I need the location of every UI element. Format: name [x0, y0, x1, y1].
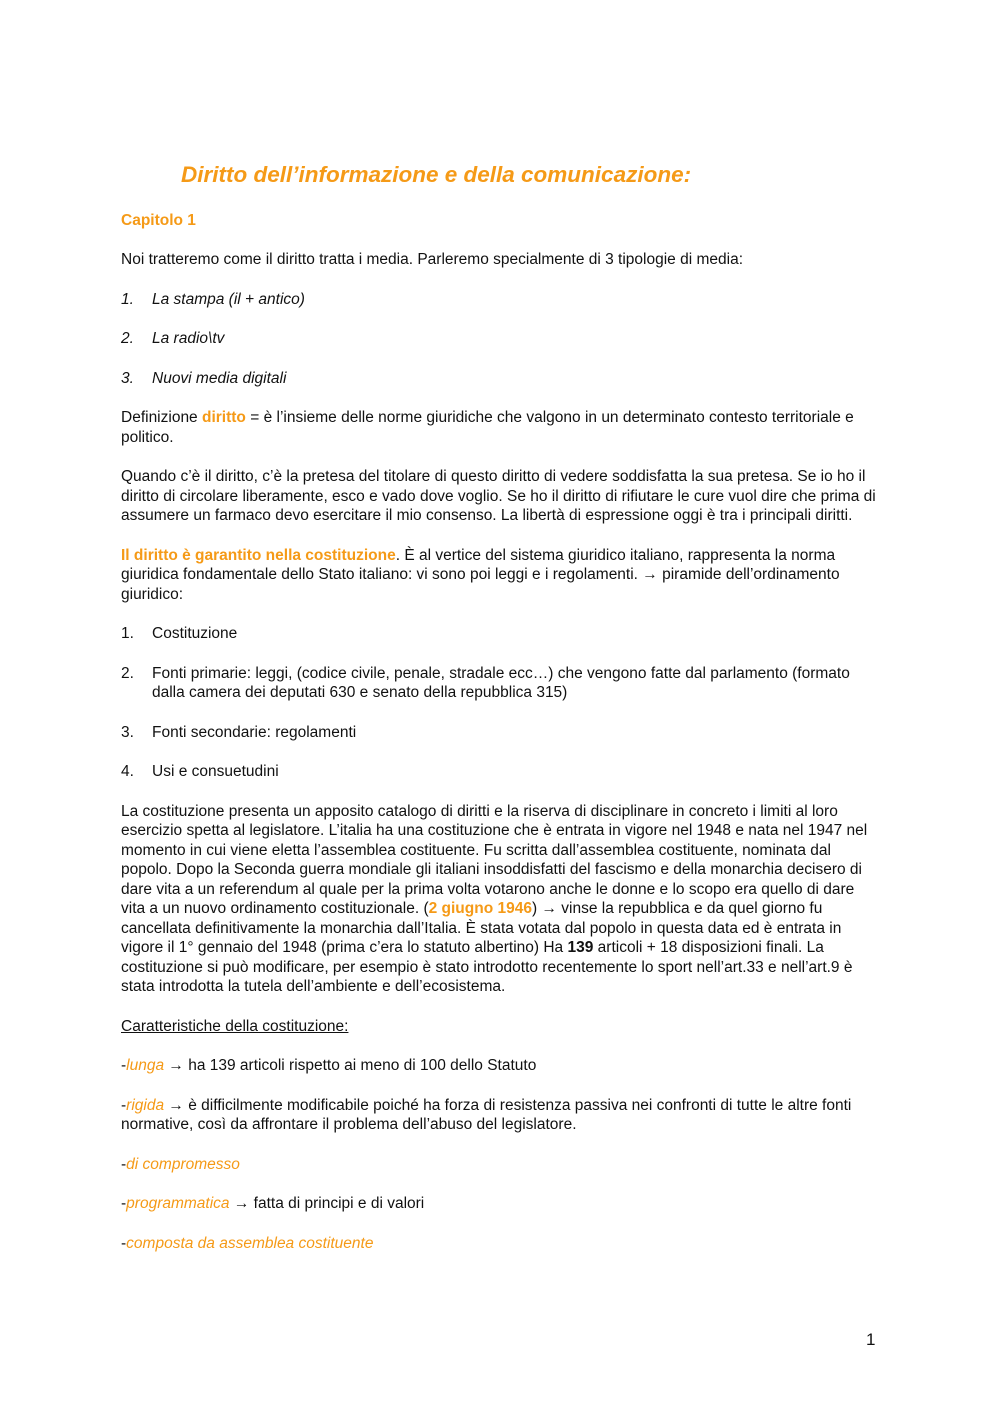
list-number: 1. [121, 290, 134, 308]
dash: - [121, 1155, 127, 1173]
list-text: La radio\tv [152, 330, 225, 347]
list-text: Costituzione [152, 625, 238, 642]
list-text: Fonti secondarie: regolamenti [152, 723, 357, 741]
list-number: 3. [121, 723, 134, 741]
characteristics-heading: Caratteristiche della costituzione: [121, 1017, 349, 1035]
list-number: 2. [121, 664, 134, 682]
characteristic-item [121, 1234, 881, 1254]
list-number: 2. [121, 330, 134, 347]
pretesa-paragraph: Quando c’è il diritto, c’è la pretesa del titolare di questo diritto di vedere soddisfatta la sua pretesa. Se io ho il diritto di circolare liberamente, esco e vado dove voglio. Se ho il diritto di rifiutare le cure vuol dire che prima di assumere un farmaco devo esercitare il mio consenso. La libertà di espressione oggi è tra i principali diritti. [121, 468, 876, 524]
definition-text: = è l’insieme delle norme giuridiche che valgono in un determinato contesto territoriale e politico. [121, 409, 854, 446]
characteristic-item [121, 1056, 881, 1076]
pyramid-list [121, 624, 881, 782]
history-text-3: articoli + 18 disposizioni finali. La costituzione si può modificare, per esempio è stato introdotto recentemente lo sport nell’art.33 e nell’art.9 è stata introdotta la tutela dell’ambiente e dell’ecosistema. [121, 939, 853, 995]
characteristic-item [121, 1194, 881, 1214]
characteristic-desc: → fatta di principi e di valori [229, 1195, 425, 1212]
characteristic-item [121, 1096, 881, 1135]
characteristic-item [121, 1155, 881, 1175]
list-text: Usi e consuetudini [152, 763, 279, 780]
definition-prefix: Definizione [121, 409, 202, 426]
definition-paragraph [121, 408, 881, 447]
list-number: 4. [121, 763, 134, 780]
referendum-date: 2 giugno 1946 [428, 900, 532, 917]
characteristic-term: rigida [126, 1096, 165, 1114]
page-content [121, 160, 881, 1253]
article-count: 139 [567, 939, 594, 956]
list-item [121, 329, 881, 349]
constitution-paragraph [121, 546, 881, 605]
dash: - [121, 1096, 127, 1114]
list-item [121, 762, 881, 782]
dash: - [121, 1195, 127, 1212]
page-number: 1 [866, 1330, 876, 1349]
list-text: Nuovi media digitali [152, 369, 287, 387]
intro-paragraph: Noi tratteremo come il diritto tratta i media. Parleremo specialmente di 3 tipologie di media: [121, 251, 743, 268]
constitution-text: . È al vertice del sistema giuridico italiano, rappresenta la norma giuridica fondamentale dello Stato italiano: vi sono poi leggi e i regolamenti. → piramide dell’ordinamento giuridico: [121, 546, 840, 603]
characteristics-list [121, 1056, 881, 1253]
characteristic-term: programmatica [126, 1195, 230, 1212]
document-title: Diritto dell’informazione e della comunicazione: [181, 162, 692, 187]
characteristic-term: composta da assemblea costituente [126, 1234, 374, 1252]
list-number: 3. [121, 369, 134, 387]
media-list [121, 290, 881, 389]
characteristic-desc: → ha 139 articoli rispetto ai meno di 100 dello Statuto [164, 1057, 537, 1074]
chapter-heading: Capitolo 1 [121, 212, 196, 229]
list-item [121, 723, 881, 743]
dash: - [121, 1057, 127, 1074]
list-item [121, 369, 881, 389]
characteristic-term: di compromesso [126, 1155, 240, 1173]
history-text-2: ) → vinse la repubblica e da quel giorno fu cancellata definitivamente la monarchia dall’Italia. È stata votata dal popolo in questa data ed è entrata in vigore il 1° gennaio del 1948 (prima c’era lo statuto albertino) Ha [121, 900, 842, 956]
list-text: La stampa (il + antico) [152, 290, 305, 308]
history-text-1: La costituzione presenta un apposito catalogo di diritti e la riserva di disciplinare in concreto i limiti al loro esercizio spetta al legislatore. L’italia ha una costituzione che è entrata in vigore nel 1948 e nata nel 1947 nel momento in cui viene eletta l’assemblea costituente. Fu scritta dall’assemblea costituente, nominata dal popolo. Dopo la Seconda guerra mondiale gli italiani insoddisfatti del fascismo e della monarchia decisero di dare vita a un referendum al quale per la prima volta votarono anche le donne e lo scopo era quello di dare vita a un nuovo ordinamento costituzionale. ( [121, 802, 868, 917]
list-item [121, 624, 881, 644]
history-paragraph [121, 802, 881, 997]
list-item [121, 290, 881, 310]
list-item [121, 664, 881, 703]
dash: - [121, 1234, 127, 1252]
constitution-highlight: Il diritto è garantito nella costituzione [121, 546, 396, 564]
list-text: Fonti primarie: leggi, (codice civile, penale, stradale ecc…) che vengono fatte dal parlamento (formato dalla camera dei deputati 630 e senato della repubblica 315) [152, 664, 850, 701]
characteristic-desc: → è difficilmente modificabile poiché ha forza di resistenza passiva nei confronti di tutte le altre fonti normative, così da affrontare il problema dell’abuso del legislatore. [121, 1096, 852, 1133]
definition-term: diritto [202, 409, 246, 426]
characteristic-term: lunga [126, 1057, 165, 1074]
list-number: 1. [121, 625, 134, 642]
